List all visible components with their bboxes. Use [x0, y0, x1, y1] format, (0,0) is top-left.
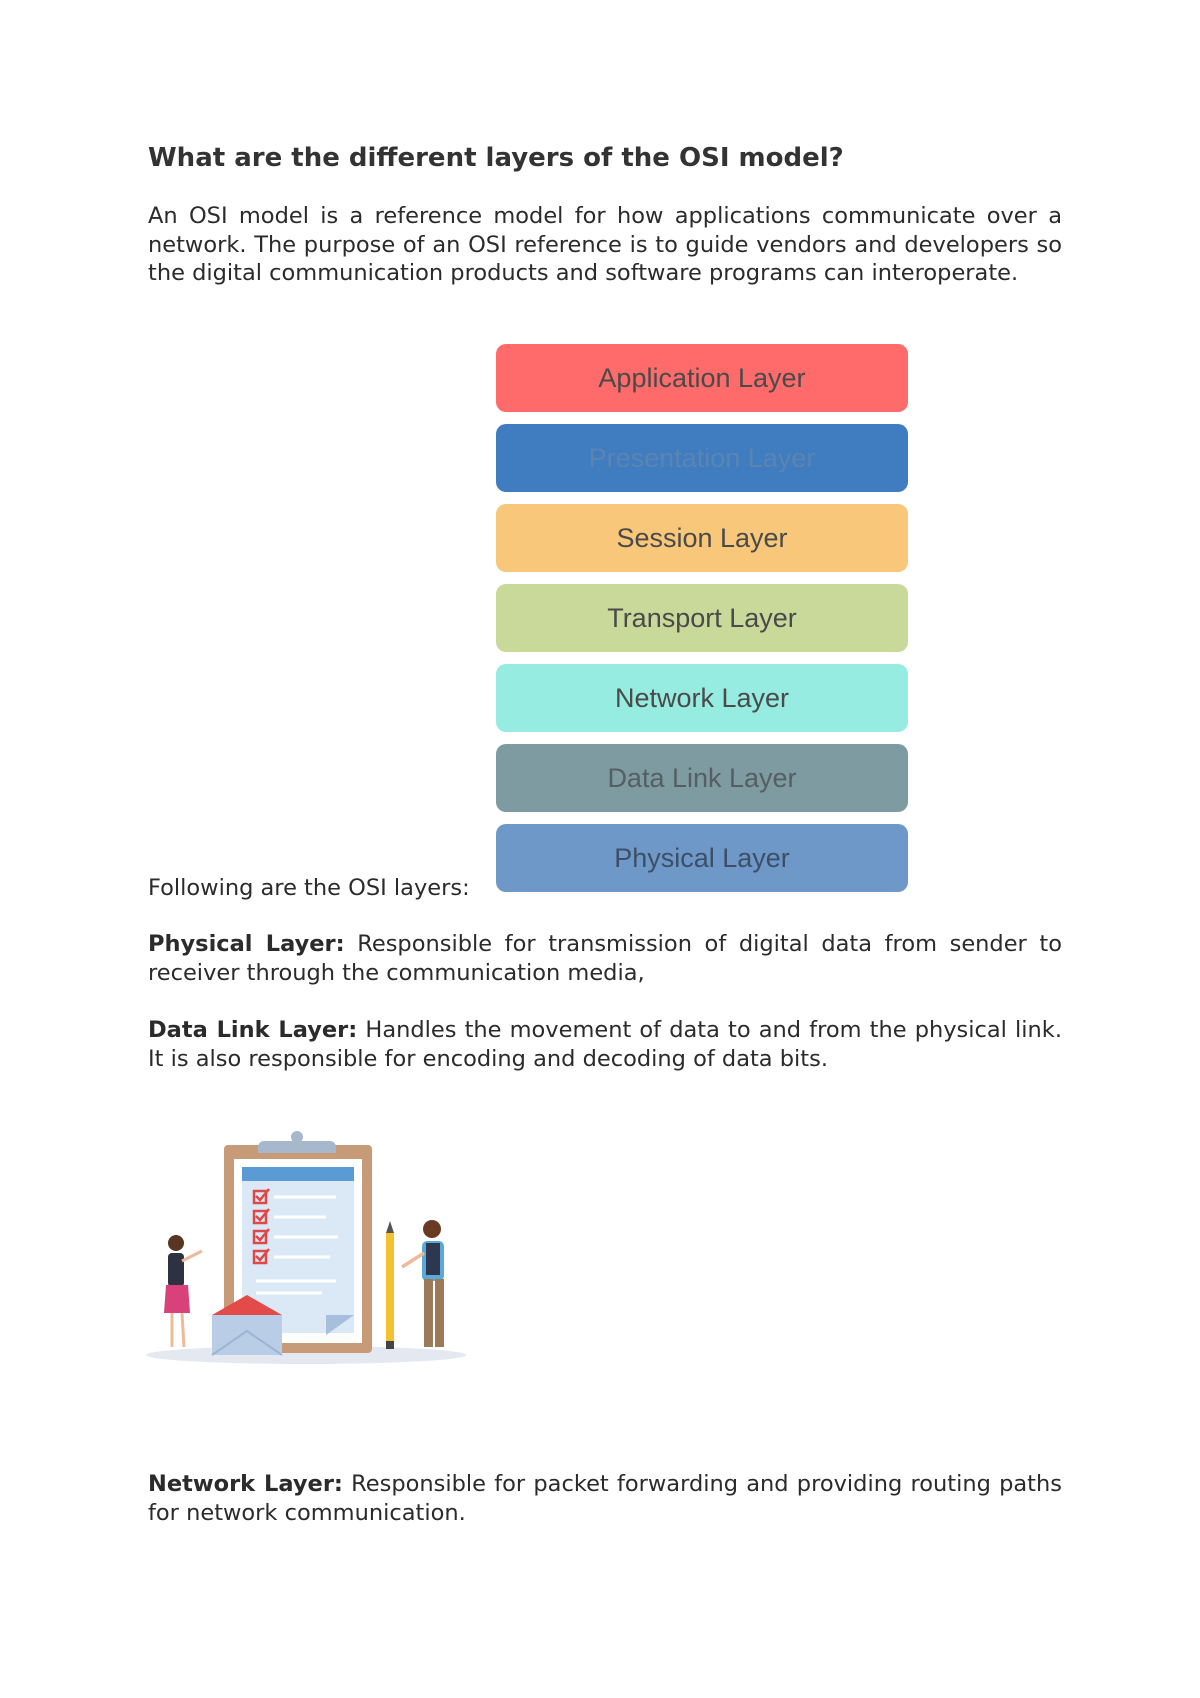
woman-arm: [182, 1251, 202, 1261]
woman-head: [168, 1235, 184, 1251]
definition-term: Data Link Layer:: [148, 1017, 358, 1043]
pencil-base: [386, 1341, 394, 1349]
physical-layer-definition: [148, 930, 1062, 987]
clip-ring: [291, 1131, 303, 1143]
checklist-header: [242, 1167, 354, 1181]
page-title: What are the different layers of the OSI model?: [148, 143, 844, 173]
intro-paragraph: An OSI model is a reference model for how applications communicate over a network. The purpose of an OSI reference is to guide vendors and developers so the digital communication products and software programs can interoperate.: [148, 203, 1062, 286]
layer-label: Presentation Layer: [588, 442, 816, 473]
osi-layer-diagram: [496, 344, 908, 904]
layer-label: Transport Layer: [607, 602, 797, 633]
man-arm: [402, 1253, 424, 1267]
woman-torso: [168, 1253, 184, 1287]
pencil-tip: [386, 1221, 394, 1233]
layer-label: Session Layer: [616, 522, 788, 553]
layer-transport: [496, 584, 908, 652]
definition-text: Responsible for transmission of digital data from sender to receiver through the communication media,: [148, 931, 1062, 986]
network-layer-definition: [148, 1470, 1062, 1527]
woman-skirt: [164, 1285, 190, 1313]
layer-label: Physical Layer: [614, 842, 790, 873]
layer-label: Network Layer: [614, 682, 790, 713]
checklist-illustration: [146, 1125, 468, 1365]
man-vest: [426, 1243, 440, 1275]
layer-presentation: [496, 424, 908, 492]
man-head: [423, 1220, 441, 1238]
woman-leg: [182, 1313, 184, 1347]
layer-network: [496, 664, 908, 732]
pencil-icon: [386, 1233, 394, 1345]
man-leg: [435, 1279, 444, 1347]
layer-label: Data Link Layer: [607, 762, 797, 793]
man-leg: [424, 1279, 433, 1347]
definition-text: Responsible for packet forwarding and providing routing paths for network communication.: [148, 1471, 1062, 1526]
layer-label: Application Layer: [598, 362, 806, 393]
datalink-layer-definition: [148, 1016, 1062, 1073]
following-text: Following are the OSI layers:: [148, 875, 470, 901]
layer-application: [496, 344, 908, 412]
definition-term: Physical Layer:: [148, 931, 345, 957]
definition-term: Network Layer:: [148, 1471, 343, 1497]
layer-datalink: [496, 744, 908, 812]
layer-session: [496, 504, 908, 572]
definition-text: Handles the movement of data to and from the physical link. It is also responsible for encoding and decoding of data bits.: [148, 1017, 1062, 1072]
